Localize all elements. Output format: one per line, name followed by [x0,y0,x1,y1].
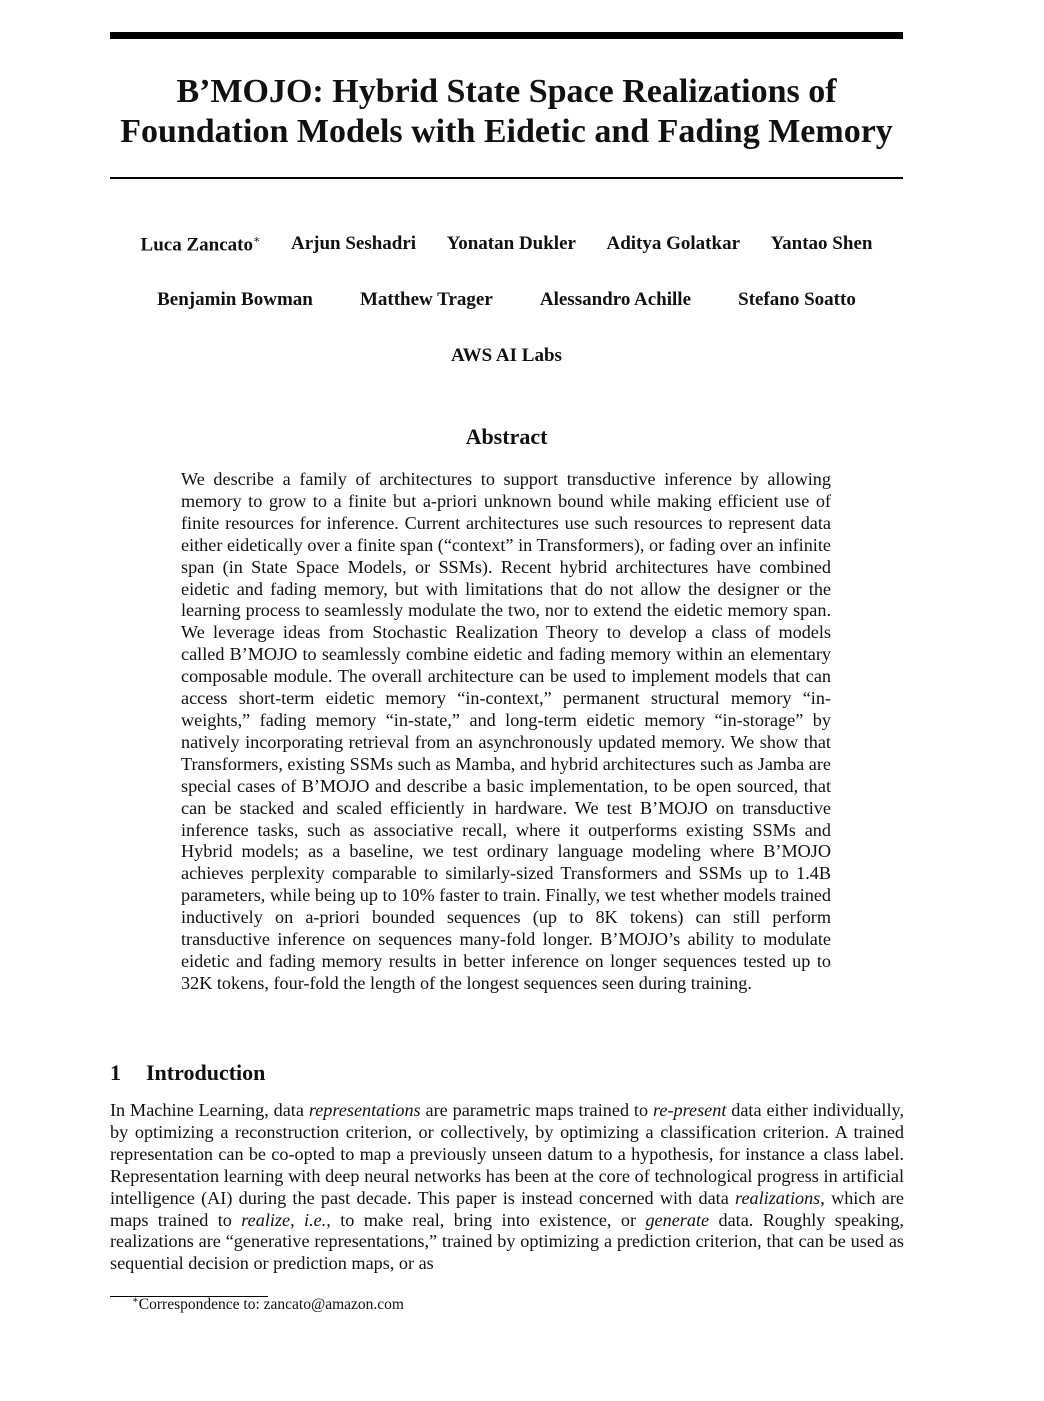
section-heading [110,1060,265,1086]
corresponding-mark: ∗ [252,234,261,246]
section-number: 1 [110,1060,121,1085]
author: Arjun Seshadri [290,233,417,254]
author: Yantao Shen [770,233,873,254]
abstract-heading: Abstract [465,424,548,449]
author: Luca Zancato∗ [140,234,261,256]
author: Stefano Soatto [738,289,856,310]
footnote-mark: ∗ [132,1295,139,1306]
abstract-text: We describe a family of architectures to support transductive inference by allowing memory to grow to a finite but a-priori unknown bound while making efficient use of finite resources for inference. Current architectures use such resources to represent data either eidetically over a finite span (“context” in Transformers), or fading over an infinite span (in State Space Models, or SSMs). Recent hybrid architectures have combined eidetic and fading memory, but with limitations that do not allow the designer or the learning process to seamlessly modulate the two, nor to extend the eidetic memory span. We leverage ideas from Stochastic Realization Theory to develop a class of models called B’MOJO to seamlessly combine eidetic and fading memory within an elementary composable module. The overall architecture can be used to implement models that can access short-term eidetic memory “in-context,” permanent structural memory “in-weights,” fading memory “in-state,” and long-term eidetic memory “in-storage” by natively incorporating retrieval from an asynchronously updated memory. We show that Transformers, existing SSMs such as Mamba, and hybrid architectures such as Jamba are special cases of B’MOJO and describe a basic implementation, to be open sourced, that can be stacked and scaled efficiently in hardware. We test B’MOJO on transductive inference tasks, such as associative recall, where it outperforms existing SSMs and Hybrid models; as a baseline, we test ordinary language modeling where B’MOJO achieves perplexity comparable to similarly-sized Transformers and SSMs up to 1.4B parameters, while being up to 10% faster to train. Finally, we test whether models trained inductively on a-priori bounded sequences (up to 8K tokens) can still perform transductive inference on sequences many-fold longer. B’MOJO’s ability to modulate eidetic and fading memory results in better inference on longer sequences tested up to 32K tokens, four-fold the length of the longest sequences seen during training. [181,469,831,993]
author: Alessandro Achille [539,289,692,310]
author: Benjamin Bowman [157,289,313,310]
top-thick-rule [110,32,903,39]
author: Matthew Trager [359,289,493,310]
author-row-2 [110,289,903,311]
title-line-1: B’MOJO: Hybrid State Space Realizations of [176,73,837,110]
paper-title [60,72,953,152]
affiliation: AWS AI Labs [451,345,562,366]
title-line-2: Foundation Models with Eidetic and Fading Memory [120,113,893,150]
author: Aditya Golatkar [606,233,741,254]
author: Yonatan Dukler [446,233,576,254]
intro-paragraph: In Machine Learning, data representations are parametric maps trained to re-present data either individually, by optimizing a reconstruction criterion, or collectively, by optimizing a classification criterion. A trained representation can be co-opted to map a previously unseen datum to a hypothesis, for instance a class label. Representation learning with deep neural networks has been at the core of technological progress in artificial intelligence (AI) during the past decade. This paper is instead concerned with data realizations, which are maps trained to realize, i.e., to make real, bring into existence, or generate data. Roughly speaking, realizations are “generative representations,” trained by optimizing a prediction criterion, that can be used as sequential decision or prediction maps, or as [110,1100,905,1274]
author-row-1 [110,233,903,256]
footnote-text: Correspondence to: zancato@amazon.com [138,1296,404,1314]
title-bottom-rule [110,177,903,179]
footnote [132,1295,404,1314]
section-title: Introduction [146,1060,266,1085]
